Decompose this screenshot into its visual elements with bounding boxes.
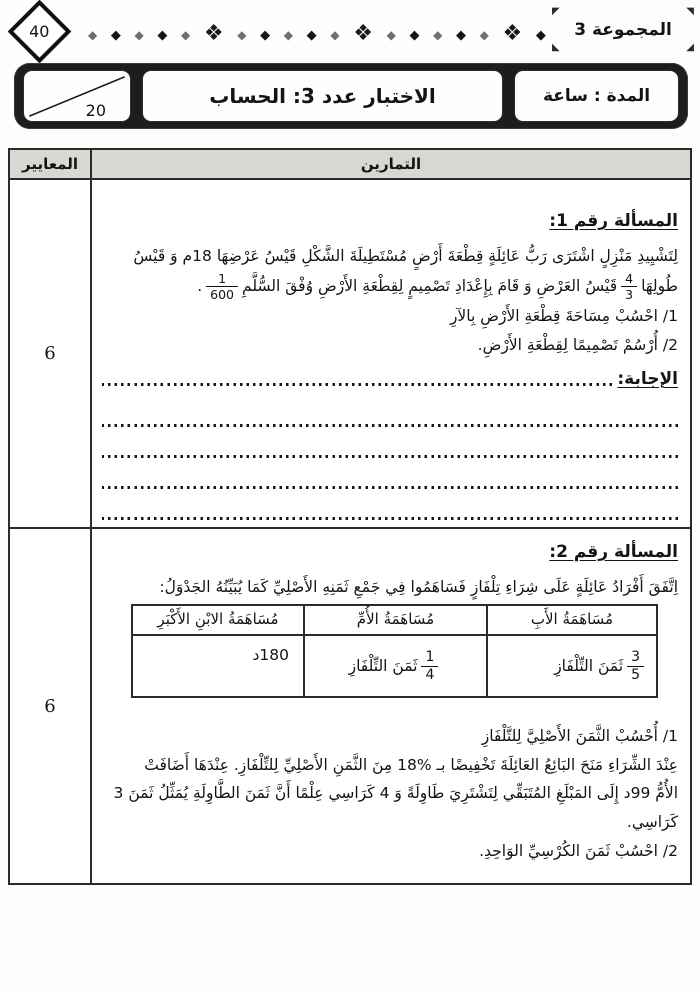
fraction-numerator: 1 [206,271,238,287]
diamond-icon: ◆ [409,27,420,43]
contribution-table [131,604,658,698]
problem-1-statement-line-1: لِتَشْيِيدِ مَنْزِلٍ اشْتَرَى رَبُّ عَائِلَةٍ قِطْعَةَ أَرْضٍ مُسْتَطِيلَةَ الشَّكْلِ قَيْسُ عَرْضِهَا 18م وَ قَيْسُ [133,247,678,266]
diamond-cluster-icon: ❖ [203,21,224,46]
mother-contribution-value [304,635,487,697]
problem-1-question-1: 1/ احْسُبْ مِسَاحَةَ قِطْعَةِ الأَرْضِ بِالآرِ [449,307,678,326]
problem-1-title: المسألة رقم 1: [549,211,678,231]
problem-1-criteria-score: 6 [10,180,92,527]
problem-2-statement-line-2: الأُمُّ 99د إِلَى المَبْلَغِ المُتَبَقِّي لِتَشْتَرِيَ طَاوِلَةً وَ 4 كَرَاسِي عِلْمًا أَنَّ ثَمَنَ الطَّاوِلَةِ يُمَثِّلُ ثَمَنَ 3 [113,784,678,803]
problem-2-title: المسألة رقم 2: [549,542,678,562]
fraction-denominator: 600 [210,287,234,303]
statement-text: طُولِهَا [641,277,678,296]
son-contribution-header: مُسَاهَمَةُ الابْنِ الأَكْبَرِ [132,605,304,635]
problem-2-question-1: 1/ أُحْسُبْ الثَّمَنَ الأَصْلِيَّ لِلتَّلْفَازِ [481,727,678,746]
exam-title: الاختبار عدد 3: الحساب [142,70,503,122]
answer-section [102,364,678,395]
diamond-cluster-icon: ❖ [502,21,523,46]
dotted-line [102,424,678,427]
group-label [552,7,694,53]
duration-label: المدة : ساعة [514,70,679,122]
diamond-icon: ◆ [479,28,489,42]
group-label-text: المجموعة 3 [574,20,672,40]
diamond-divider [88,22,546,48]
criteria-header-cell: المعايير [10,150,92,178]
problem-1-statement-line-2 [102,271,678,302]
diamond-cluster-icon: ❖ [353,21,373,46]
son-contribution-value: 180د [132,635,304,697]
diamond-icon: ◆ [283,28,294,42]
mother-fraction [421,649,438,684]
problem-1-content [92,180,690,527]
header-bar [14,63,688,129]
exam-table-header [10,150,690,180]
diamond-icon: ◆ [386,28,396,42]
diamond-icon: ◆ [433,28,443,42]
diamond-icon: ◆ [237,28,247,42]
problem-2-content [92,529,690,883]
problem-2-intro: اِتَّفَقَ أَفْرَادُ عَائِلَةٍ عَلَى شِرَاءِ تِلْفَازٍ فَسَاهَمُوا فِي جَمْعِ ثَمَنِهِ الأَصْلِيِّ كَمَا يُبَيِّنُهُ الجَدْوَلُ: [159,578,678,597]
contribution-table-header-row [132,605,657,635]
fraction-numerator: 4 [621,271,637,287]
father-contribution-header: مُسَاهَمَةُ الأَبِ [487,605,657,635]
fraction-denominator: 5 [631,666,640,683]
corner-triangle-icon: ◥ [686,6,694,17]
exercises-header-cell: التمارين [360,155,422,173]
statement-text: . [197,277,203,296]
problem-1-question-2: 2/ أُرْسُمْ تَصْمِيمًا لِقِطْعَةِ الأَرْضِ. [477,335,678,354]
diamond-icon: ◆ [330,28,340,42]
score-slash-icon [24,71,130,121]
fraction-denominator: 4 [425,666,435,683]
dotted-line [102,455,678,458]
diamond-icon: ◆ [535,27,546,43]
answer-label: الإجابة: [617,369,678,390]
statement-text: قَيْسُ العَرْضِ وَ قَامَ بِإِعْدَادِ تَصْمِيمٍ لِقِطْعَةِ الأَرْضِ وُفْقَ السُّلَّمِ [242,277,618,296]
total-score-value: 40 [29,21,50,41]
dotted-line [102,486,678,489]
problem-2-question-2: 2/ احْسُبْ ثَمَنَ الكُرْسِيِّ الوَاحِدِ. [479,841,678,860]
father-fraction [627,649,644,684]
problem-1-row [10,180,690,527]
mother-contribution-header: مُسَاهَمَةُ الأُمِّ [304,605,487,635]
score-denominator: 20 [85,101,106,120]
diamond-icon: ◆ [157,27,168,43]
total-score-diamond [8,0,72,63]
scale-fraction [206,271,238,302]
dotted-line [102,383,612,386]
diamond-icon: ◆ [260,27,271,43]
corner-triangle-icon: ◢ [686,42,694,53]
fraction-numerator: 3 [627,649,644,667]
fraction-numerator: 1 [421,649,438,667]
exam-table [8,148,692,885]
fraction-denominator: 3 [625,287,634,303]
problem-2-row [10,527,690,883]
corner-triangle-icon: ◤ [552,6,560,17]
top-banner [0,0,700,62]
diamond-icon: ◆ [181,28,191,42]
father-value-text: ثَمَنَ التِّلْفَازِ [554,656,624,675]
diamond-icon: ◆ [88,28,98,42]
corner-triangle-icon: ◣ [552,42,560,53]
diamond-icon: ◆ [455,27,466,43]
diamond-icon: ◆ [110,27,121,43]
problem-2-statement-line-3: كَرَاسِي. [626,813,678,832]
dotted-line [102,517,678,520]
contribution-table-value-row [132,635,657,697]
father-contribution-value [487,635,657,697]
problem-2-criteria-score: 6 [10,529,92,883]
diamond-icon: ◆ [306,27,317,43]
score-box [23,70,131,122]
diamond-icon: ◆ [134,28,144,42]
ratio-fraction [621,271,637,302]
mother-value-text: ثَمَنَ التِّلْفَازِ [348,656,418,675]
problem-2-statement-line-1: عِنْدَ الشِّرَاءِ مَنَحَ البَائِعُ العَائِلَةَ تَخْفِيضًا بـ %18 مِنَ الثَّمَنِ الأَصْلِيِّ لِلتِّلْفَازِ. عِنْدَهَا أَضَافَتْ [144,755,678,774]
